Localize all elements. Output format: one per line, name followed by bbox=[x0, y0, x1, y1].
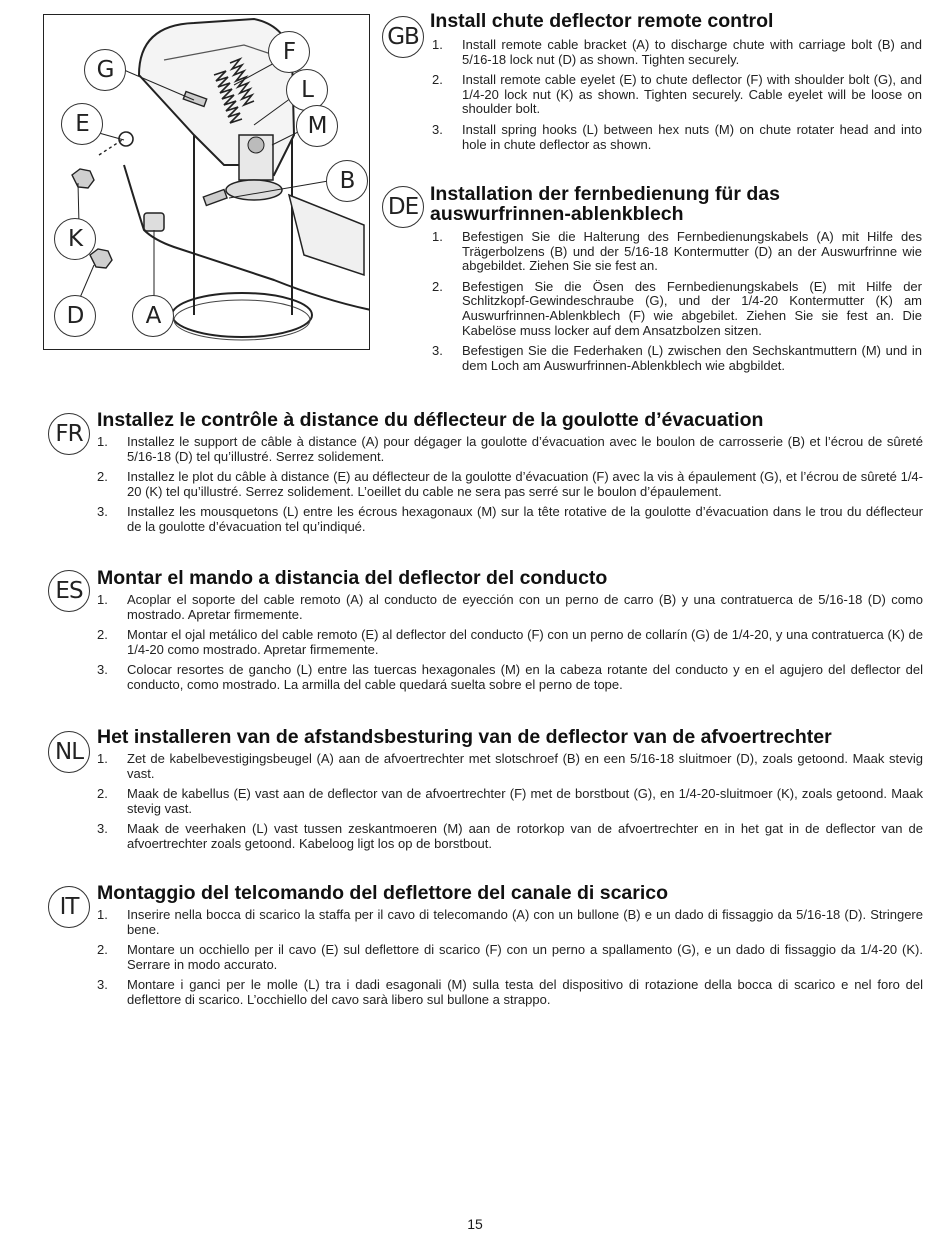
callout-l: L bbox=[286, 69, 328, 111]
section-title-es: Montar el mando a distancia del deflector del conducto bbox=[97, 567, 608, 589]
steps-list-fr bbox=[97, 435, 923, 541]
step-item: 2. Install remote cable eyelet (E) to chute deflector (F) with shoulder bolt (G), and 1/4-20 lock nut (K) as shown. Tighten securely. Cable eyelet will be loose on shoulder bolt. bbox=[432, 72, 922, 117]
callout-b: B bbox=[326, 160, 368, 202]
language-badge-nl: NL bbox=[48, 731, 90, 773]
step-item: 2. Montar el ojal metálico del cable remoto (E) al deflector del conducto (F) con un perno de collarín (G) de 1/4-20, y una contratuerca (K) de 1/4-20 como mostrado. Apretar firmemente. bbox=[97, 627, 923, 657]
assembly-illustration bbox=[43, 14, 370, 350]
callout-e: E bbox=[61, 103, 103, 145]
step-item: 2. Befestigen Sie die Ösen des Fernbedienungskabels (E) mit Hilfe der Schlitzkopf-Gewindeschraube (G), und der 1/4-20 Kontermutter (K) am Auswurfrinnen-Ablenkblech (F) wie abgebilet. Ziehen Sie sie fest an. Die Kabelöse muss locker auf dem Ansatzbolzen sitzen. bbox=[432, 278, 922, 338]
step-item: 1. Zet de kabelbevestigingsbeugel (A) aan de afvoertrechter met slotschroef (B) en een 5/16-18 sluitmoer (D), zoals getoond. Maak stevig vast. bbox=[97, 751, 923, 781]
language-badge-de: DE bbox=[382, 186, 424, 228]
page-number: 15 bbox=[467, 1216, 483, 1232]
step-item: 3. Maak de veerhaken (L) vast tussen zeskantmoeren (M) aan de rotorkop van de afvoertrechter en in het gat in de deflector van de afvoertrechter zoals getoond. Kabeloog ligt los op de borstbout. bbox=[97, 821, 923, 851]
step-item: 3. Colocar resortes de gancho (L) entre las tuercas hexagonales (M) en la cabeza rotante del conducto y en el agujero del deflector del conducto, como mostrado. La armilla del cable quedará suelta sobre el perno de tope. bbox=[97, 662, 923, 692]
section-title-fr: Installez le contrôle à distance du déflecteur de la goulotte d’évacuation bbox=[97, 409, 764, 431]
callout-f: F bbox=[268, 31, 310, 73]
step-item: 2. Maak de kabellus (E) vast aan de deflector van de afvoertrechter (F) met de borstbout (G), en 1/4-20-sluitmoer (K), zoals getoond. Maak stevig vast. bbox=[97, 786, 923, 816]
language-badge-gb: GB bbox=[382, 16, 424, 58]
section-title-it: Montaggio del telcomando del deflettore del canale di scarico bbox=[97, 882, 669, 904]
callout-k: K bbox=[54, 218, 96, 260]
callout-m: M bbox=[296, 105, 338, 147]
steps-list-de bbox=[432, 230, 922, 379]
step-item: 1. Befestigen Sie die Halterung des Fernbedienungskabels (A) mit Hilfe des Trägerbolzens (B) und der 5/16-18 Kontermutter (D) an der Auswurfrinne wie abgebildet. Ziehen Sie sie fest an. bbox=[432, 229, 922, 274]
section-title-nl: Het installeren van de afstandsbesturing van de deflector van de afvoertrechter bbox=[97, 726, 832, 748]
step-item: 3. Installez les mousquetons (L) entre les écrous hexagonaux (M) sur la tête rotative de la goulotte d’évacuation dans le trou du déflecteur de la goulotte d’évacuation tel qu’indiqué. bbox=[97, 504, 923, 534]
step-item: 2. Montare un occhiello per il cavo (E) sul deflettore di scarico (F) con un perno a spallamento (G), e un dado di fissaggio da 1/4-20 (K). Serrare in modo accurato. bbox=[97, 942, 923, 972]
language-badge-it: IT bbox=[48, 886, 90, 928]
section-title-gb: Install chute deflector remote control bbox=[430, 10, 774, 32]
callout-d: D bbox=[54, 295, 96, 337]
steps-list-gb bbox=[432, 38, 922, 158]
step-item: 1. Installez le support de câble à distance (A) pour dégager la goulotte d’évacuation avec le boulon de carrosserie (B) et l’écrou de sûreté 5/16-18 (D) tel qu’illustré. Serrez solidement. bbox=[97, 434, 923, 464]
callout-a: A bbox=[132, 295, 174, 337]
steps-list-nl bbox=[97, 752, 923, 858]
callout-g: G bbox=[84, 49, 126, 91]
steps-list-it bbox=[97, 908, 923, 1014]
step-item: 3. Install spring hooks (L) between hex nuts (M) on chute rotater head and into hole in chute deflector as shown. bbox=[432, 121, 922, 152]
step-item: 2. Installez le plot du câble à distance (E) au déflecteur de la goulotte d’évacuation (F) avec la vis à épaulement (G), et l’écrou de sûreté 1/4-20 (K) tel qu’illustré. Serrez solidement. L’oeillet du cable ne sera pas serré sur le boulon d’épaulement. bbox=[97, 469, 923, 499]
step-item: 1. Install remote cable bracket (A) to discharge chute with carriage bolt (B) and 5/16-18 lock nut (D) as shown. Tighten securely. bbox=[432, 37, 922, 67]
section-title-de: Installation der fernbedienung für das auswurfrinnen-ablenkblech bbox=[430, 183, 780, 225]
step-item: 1. Acoplar el soporte del cable remoto (A) al conducto de eyección con un perno de carro (B) y una contratuerca de 5/16-18 (D) como mostrado. Apretar firmemente. bbox=[97, 592, 923, 622]
step-item: 3. Montare i ganci per le molle (L) tra i dadi esagonali (M) sulla testa del dispositivo di rotazione della bocca di scarico e nel foro del deflettore di scarico. L’occhiello del cavo sarà libero sul bullone a strappo. bbox=[97, 977, 923, 1007]
step-item: 3. Befestigen Sie die Federhaken (L) zwischen den Sechskantmuttern (M) und in dem Loch am Auswurfrinnen-Ablenkblech wie abgbildet. bbox=[432, 343, 922, 373]
step-item: 1. Inserire nella bocca di scarico la staffa per il cavo di telecomando (A) con un bullone (B) e un dado di fissaggio da 5/16-18 (D). Stringere bene. bbox=[97, 907, 923, 937]
language-badge-es: ES bbox=[48, 570, 90, 612]
steps-list-es bbox=[97, 593, 923, 699]
language-badge-fr: FR bbox=[48, 413, 90, 455]
